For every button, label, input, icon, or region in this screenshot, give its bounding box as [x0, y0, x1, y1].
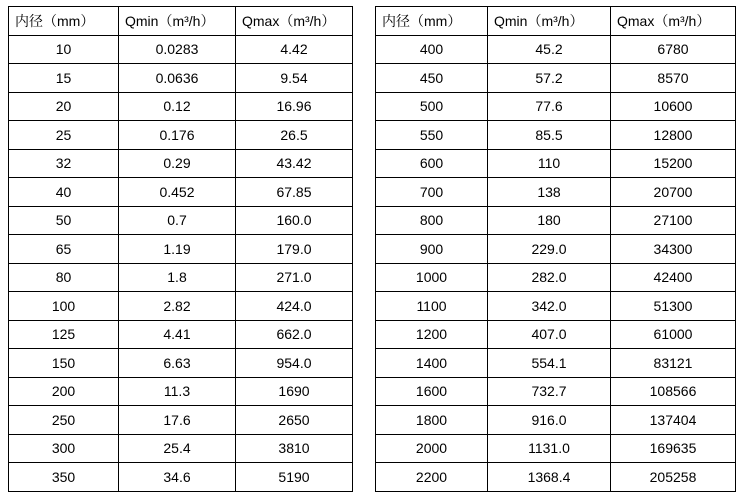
table-row	[376, 320, 736, 349]
table-header-row	[9, 7, 353, 36]
cell-inner-diameter: 550	[376, 121, 488, 150]
column-header-inner-diameter: 内径（mm）	[376, 7, 488, 36]
cell-qmin: 138	[488, 178, 611, 207]
cell-qmin: 1.8	[119, 263, 236, 292]
cell-qmax: 205258	[611, 463, 736, 492]
cell-qmin: 25.4	[119, 434, 236, 463]
cell-qmax: 137404	[611, 406, 736, 435]
cell-qmin: 0.452	[119, 178, 236, 207]
cell-inner-diameter: 125	[9, 320, 119, 349]
cell-inner-diameter: 500	[376, 92, 488, 121]
cell-qmax: 662.0	[236, 320, 353, 349]
table-row	[376, 434, 736, 463]
cell-qmin: 17.6	[119, 406, 236, 435]
cell-qmax: 43.42	[236, 149, 353, 178]
table-row	[376, 235, 736, 264]
cell-qmax: 61000	[611, 320, 736, 349]
cell-qmax: 67.85	[236, 178, 353, 207]
cell-inner-diameter: 2000	[376, 434, 488, 463]
cell-qmax: 10600	[611, 92, 736, 121]
cell-inner-diameter: 1400	[376, 349, 488, 378]
cell-inner-diameter: 50	[9, 206, 119, 235]
left-table	[8, 6, 353, 492]
cell-qmin: 11.3	[119, 377, 236, 406]
cell-inner-diameter: 1200	[376, 320, 488, 349]
cell-qmax: 3810	[236, 434, 353, 463]
cell-qmin: 1131.0	[488, 434, 611, 463]
cell-inner-diameter: 1800	[376, 406, 488, 435]
cell-inner-diameter: 32	[9, 149, 119, 178]
cell-qmin: 34.6	[119, 463, 236, 492]
right-table	[375, 6, 736, 492]
table-row	[376, 178, 736, 207]
table-row	[9, 35, 353, 64]
cell-qmax: 8570	[611, 64, 736, 93]
table-row	[9, 178, 353, 207]
cell-inner-diameter: 2200	[376, 463, 488, 492]
table-row	[9, 64, 353, 93]
cell-qmin: 732.7	[488, 377, 611, 406]
column-header-inner-diameter: 内径（mm）	[9, 7, 119, 36]
cell-inner-diameter: 65	[9, 235, 119, 264]
cell-qmax: 108566	[611, 377, 736, 406]
cell-qmax: 2650	[236, 406, 353, 435]
cell-qmax: 51300	[611, 292, 736, 321]
cell-inner-diameter: 200	[9, 377, 119, 406]
cell-qmin: 0.12	[119, 92, 236, 121]
table-row	[9, 377, 353, 406]
cell-inner-diameter: 20	[9, 92, 119, 121]
cell-inner-diameter: 1100	[376, 292, 488, 321]
cell-qmin: 1.19	[119, 235, 236, 264]
cell-qmax: 42400	[611, 263, 736, 292]
cell-inner-diameter: 40	[9, 178, 119, 207]
cell-qmin: 282.0	[488, 263, 611, 292]
table-row	[376, 263, 736, 292]
table-row	[376, 206, 736, 235]
cell-qmax: 27100	[611, 206, 736, 235]
cell-qmin: 85.5	[488, 121, 611, 150]
cell-qmax: 424.0	[236, 292, 353, 321]
table-header-row	[376, 7, 736, 36]
table-row	[9, 235, 353, 264]
right-table-body	[376, 35, 736, 491]
table-row	[376, 64, 736, 93]
table-row	[376, 92, 736, 121]
table-row	[9, 149, 353, 178]
table-row	[9, 292, 353, 321]
cell-qmax: 15200	[611, 149, 736, 178]
cell-inner-diameter: 15	[9, 64, 119, 93]
cell-qmax: 12800	[611, 121, 736, 150]
cell-qmin: 4.41	[119, 320, 236, 349]
cell-qmin: 407.0	[488, 320, 611, 349]
cell-qmin: 0.7	[119, 206, 236, 235]
table-row	[376, 463, 736, 492]
cell-qmax: 271.0	[236, 263, 353, 292]
cell-inner-diameter: 800	[376, 206, 488, 235]
cell-inner-diameter: 150	[9, 349, 119, 378]
cell-qmin: 1368.4	[488, 463, 611, 492]
cell-inner-diameter: 10	[9, 35, 119, 64]
cell-qmax: 6780	[611, 35, 736, 64]
cell-inner-diameter: 25	[9, 121, 119, 150]
cell-inner-diameter: 700	[376, 178, 488, 207]
table-row	[9, 349, 353, 378]
cell-qmin: 0.0283	[119, 35, 236, 64]
cell-inner-diameter: 300	[9, 434, 119, 463]
cell-qmax: 34300	[611, 235, 736, 264]
table-row	[376, 292, 736, 321]
cell-qmax: 179.0	[236, 235, 353, 264]
cell-inner-diameter: 450	[376, 64, 488, 93]
left-table-head	[9, 7, 353, 36]
table-row	[9, 92, 353, 121]
cell-qmax: 16.96	[236, 92, 353, 121]
cell-qmin: 77.6	[488, 92, 611, 121]
cell-qmin: 2.82	[119, 292, 236, 321]
table-row	[376, 149, 736, 178]
cell-qmin: 0.0636	[119, 64, 236, 93]
table-row	[9, 320, 353, 349]
table-row	[376, 349, 736, 378]
cell-inner-diameter: 400	[376, 35, 488, 64]
column-header-qmax: Qmax（m³/h）	[236, 7, 353, 36]
table-row	[9, 434, 353, 463]
column-header-qmin: Qmin（m³/h）	[119, 7, 236, 36]
cell-inner-diameter: 1600	[376, 377, 488, 406]
cell-qmax: 83121	[611, 349, 736, 378]
cell-qmax: 4.42	[236, 35, 353, 64]
table-row	[9, 406, 353, 435]
cell-qmin: 229.0	[488, 235, 611, 264]
column-header-qmin: Qmin（m³/h）	[488, 7, 611, 36]
cell-qmin: 0.176	[119, 121, 236, 150]
cell-qmax: 1690	[236, 377, 353, 406]
cell-qmax: 5190	[236, 463, 353, 492]
table-row	[376, 35, 736, 64]
cell-inner-diameter: 350	[9, 463, 119, 492]
cell-qmin: 0.29	[119, 149, 236, 178]
cell-qmax: 20700	[611, 178, 736, 207]
cell-inner-diameter: 1000	[376, 263, 488, 292]
table-row	[376, 406, 736, 435]
cell-qmin: 180	[488, 206, 611, 235]
table-row	[9, 206, 353, 235]
right-table-head	[376, 7, 736, 36]
cell-qmin: 57.2	[488, 64, 611, 93]
table-row	[9, 263, 353, 292]
cell-qmin: 554.1	[488, 349, 611, 378]
column-header-qmax: Qmax（m³/h）	[611, 7, 736, 36]
left-table-body	[9, 35, 353, 491]
table-row	[9, 121, 353, 150]
cell-qmin: 342.0	[488, 292, 611, 321]
cell-qmin: 6.63	[119, 349, 236, 378]
cell-qmax: 160.0	[236, 206, 353, 235]
table-row	[376, 121, 736, 150]
cell-inner-diameter: 250	[9, 406, 119, 435]
cell-qmin: 45.2	[488, 35, 611, 64]
cell-inner-diameter: 900	[376, 235, 488, 264]
cell-qmin: 916.0	[488, 406, 611, 435]
cell-inner-diameter: 80	[9, 263, 119, 292]
cell-qmax: 169635	[611, 434, 736, 463]
table-row	[9, 463, 353, 492]
cell-inner-diameter: 600	[376, 149, 488, 178]
cell-inner-diameter: 100	[9, 292, 119, 321]
table-row	[376, 377, 736, 406]
cell-qmax: 954.0	[236, 349, 353, 378]
cell-qmin: 110	[488, 149, 611, 178]
cell-qmax: 9.54	[236, 64, 353, 93]
cell-qmax: 26.5	[236, 121, 353, 150]
